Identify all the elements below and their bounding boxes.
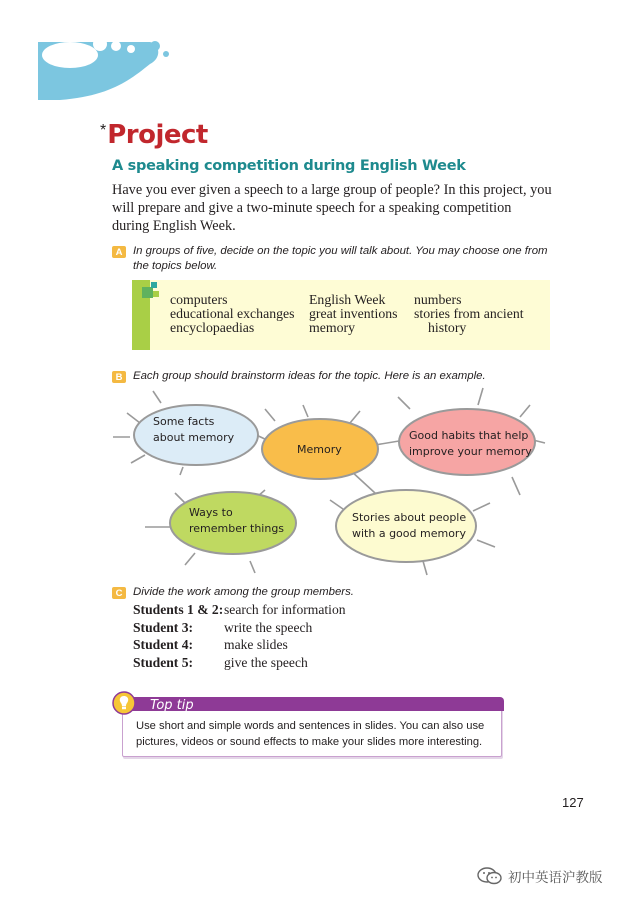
top-tip-text: Use short and simple words and sentences in slides. You can also use pictures, videos or sound effects to make your slides more interesting.: [136, 720, 485, 748]
bubble-facts-line: about memory: [153, 431, 235, 444]
topic-item: numbers: [414, 292, 462, 307]
role-task: search for information: [224, 602, 346, 617]
bubble-facts-line: Some facts: [153, 415, 215, 428]
role-task: give the speech: [224, 654, 308, 670]
role-member: Students 1 & 2:: [133, 602, 224, 617]
wechat-icon: [476, 866, 504, 886]
topic-item: history: [428, 320, 467, 335]
top-tip-box: [114, 691, 504, 761]
topic-item: great inventions: [309, 306, 398, 321]
bubble-ways-line: Ways to: [189, 506, 233, 519]
page-number: 127: [562, 795, 584, 810]
top-tip-header: [126, 697, 504, 711]
watermark: [476, 866, 603, 886]
bubble-stories-label: [352, 510, 466, 542]
step-a: [112, 244, 552, 274]
role-row: [133, 619, 346, 637]
topic-item: educational exchanges: [170, 306, 295, 321]
role-list: [133, 601, 346, 671]
role-row: [133, 636, 346, 654]
bubble-stories-line: Stories about people: [352, 511, 467, 524]
step-c: [112, 585, 552, 600]
topic-item: English Week: [309, 292, 386, 307]
square-decoration: [142, 287, 153, 298]
splash-decoration: [0, 0, 200, 110]
role-task: write the speech: [224, 619, 313, 635]
bubble-facts-label: [153, 414, 234, 446]
topic-item: computers: [170, 292, 228, 307]
bubble-center-label: Memory: [297, 443, 342, 456]
bubble-ways-label: [189, 505, 284, 537]
page-title: Project: [107, 120, 208, 150]
role-member: Student 3:: [133, 619, 194, 635]
role-task: make slides: [224, 637, 288, 652]
topic-item: stories from ancient: [414, 306, 524, 321]
role-member: Student 4:: [133, 637, 194, 652]
step-c-instruction: Divide the work among the group members.: [133, 586, 354, 598]
step-b-instruction: Each group should brainstorm ideas for the topic. Here is an example.: [133, 370, 486, 382]
step-b-badge: B: [112, 371, 126, 383]
bubble-habits-line: Good habits that help: [409, 429, 529, 442]
topic-item: memory: [309, 320, 355, 335]
project-subtitle: A speaking competition during English Week: [112, 158, 466, 174]
square-decoration: [151, 282, 157, 288]
step-b: [112, 369, 552, 384]
topics-box: [132, 280, 550, 350]
square-decoration: [153, 291, 159, 297]
top-tip-label: Top tip: [150, 698, 194, 713]
role-row: [133, 654, 346, 672]
bubble-habits-label: [409, 428, 532, 460]
bubble-stories-line: with a good memory: [352, 527, 466, 540]
topic-item: encyclopaedias: [170, 320, 255, 335]
lightbulb-icon: [112, 691, 136, 715]
role-row: [133, 601, 346, 619]
step-c-badge: C: [112, 587, 126, 599]
intro-paragraph: Have you ever given a speech to a large group of people? In this project, you will prepare and give a two-minute speech for a speaking competition during English Week.: [112, 182, 552, 234]
bubble-habits-line: improve your memory: [409, 445, 532, 458]
watermark-text: 初中英语沪教版: [508, 870, 603, 886]
heading-star: *: [100, 122, 107, 139]
step-a-instruction: In groups of five, decide on the topic you will talk about. You may choose one from the topics below.: [133, 245, 548, 272]
role-member: Student 5:: [133, 654, 194, 670]
mind-map: [105, 385, 555, 585]
step-a-badge: A: [112, 246, 126, 258]
project-heading: [100, 120, 208, 150]
bubble-ways-line: remember things: [189, 522, 285, 535]
